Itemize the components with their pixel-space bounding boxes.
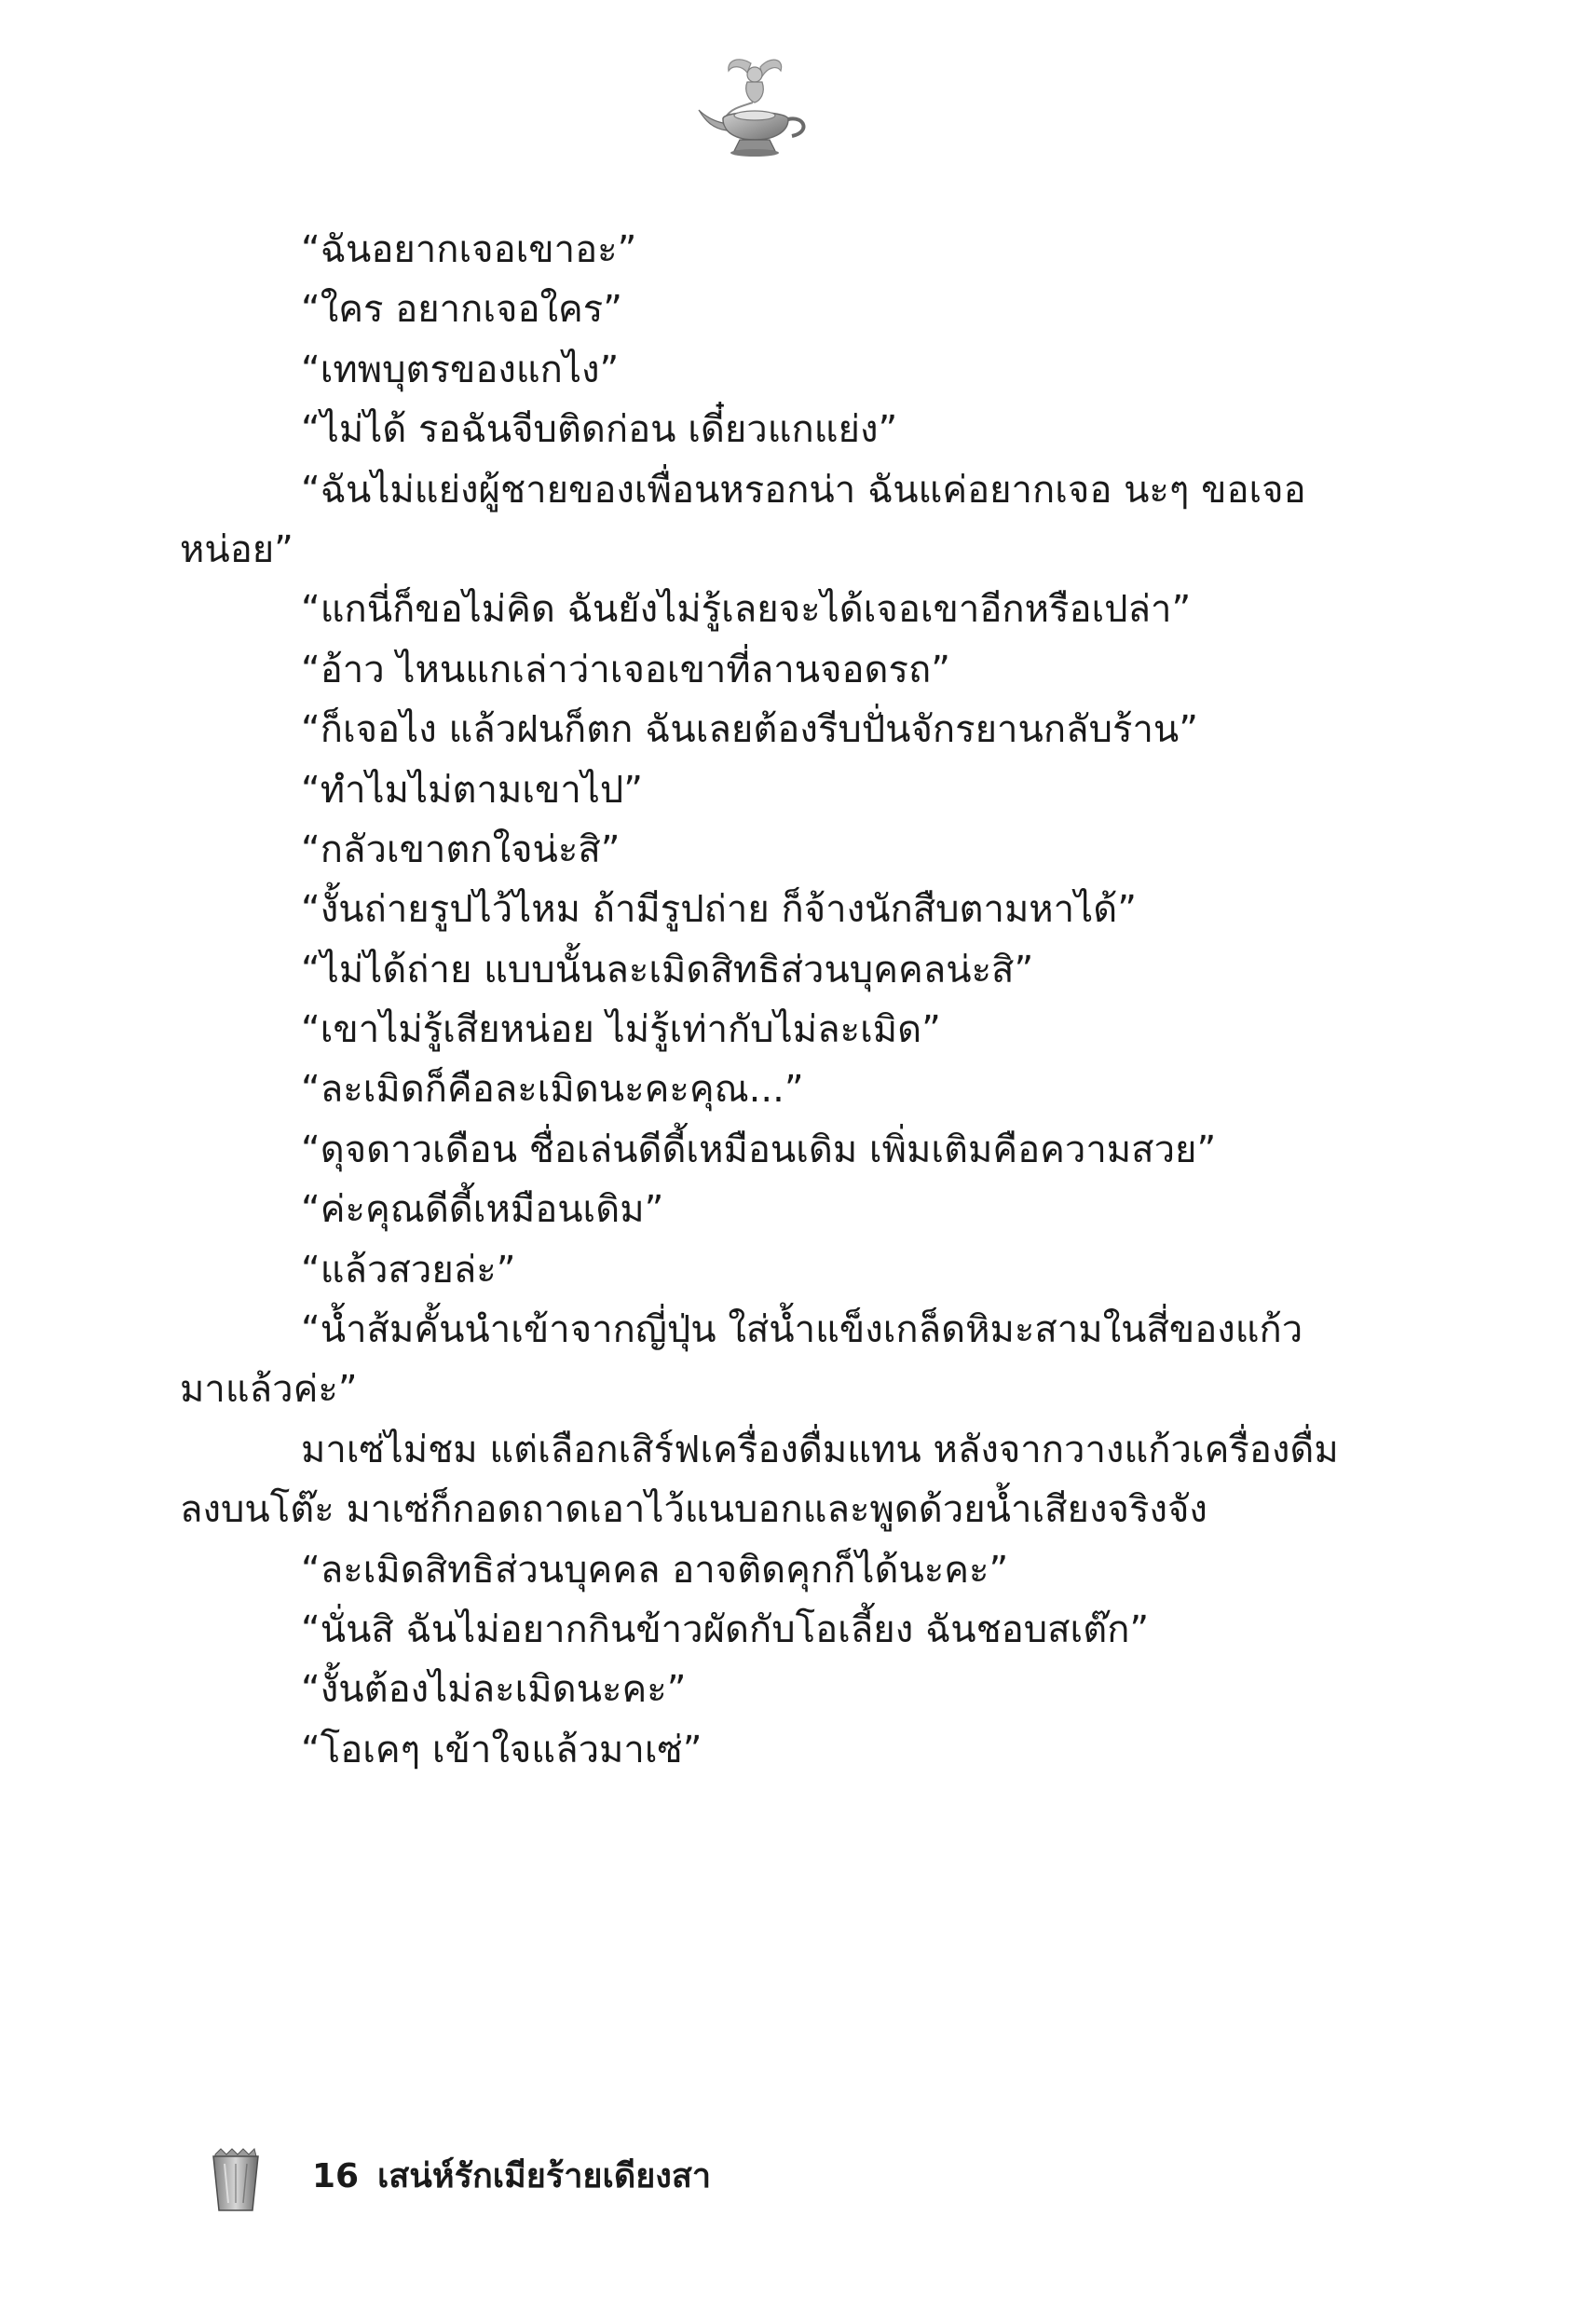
- text-line: “ค่ะคุณดีดี้เหมือนเดิม”: [301, 1188, 664, 1232]
- text-line: “ทำไมไม่ตามเขาไป”: [301, 768, 644, 812]
- trash-bin-svg: [210, 2147, 262, 2214]
- text-line: “น้ำส้มคั้นนำเข้าจากญี่ปุ่น ใส่น้ำแข็งเกล็ดหิมะสามในสี่ของแก้ว: [301, 1308, 1303, 1352]
- text-line: “ดุจดาวเดือน ชื่อเล่นดีดี้เหมือนเดิม เพิ่มเติมคือความสวย”: [301, 1128, 1217, 1171]
- book-title: เสน่ห์รักเมียร้ายเดียงสา: [377, 2157, 712, 2195]
- text-line: หน่อย”: [180, 527, 293, 571]
- text-line: “งั้นต้องไม่ละเมิดนะคะ”: [301, 1668, 687, 1712]
- genie-lamp-icon: [695, 54, 816, 166]
- page-footer: [210, 2143, 1048, 2208]
- text-line: “กลัวเขาตกใจน่ะสิ”: [301, 827, 621, 871]
- trash-bin-icon: [210, 2147, 262, 2214]
- text-line: “เขาไม่รู้เสียหน่อย ไม่รู้เท่ากับไม่ละเมิด”: [301, 1008, 941, 1052]
- text-line: “ใคร อยากเจอใคร”: [301, 288, 622, 332]
- text-line: “ก็เจอไง แล้วฝนก็ตก ฉันเลยต้องรีบปั่นจักรยานกลับร้าน”: [301, 708, 1198, 752]
- text-line: ลงบนโต๊ะ มาเซ่ก็กอดถาดเอาไว้แนบอกและพูดด้วยน้ำเสียงจริงจัง: [180, 1488, 1207, 1532]
- text-line: “ละเมิดสิทธิส่วนบุคคล อาจติดคุกก็ได้นะคะ”: [301, 1548, 1009, 1592]
- text-line: “อ้าว ไหนแกเล่าว่าเจอเขาที่ลานจอดรถ”: [301, 648, 950, 691]
- text-line: “นั่นสิ ฉันไม่อยากกินข้าวผัดกับโอเลี้ยง ฉันชอบสเต๊ก”: [301, 1607, 1150, 1651]
- text-line: “ไม่ได้ รอฉันจีบติดก่อน เดี๋ยวแกแย่ง”: [301, 408, 898, 452]
- text-line: “โอเคๆ เข้าใจแล้วมาเซ่”: [301, 1728, 703, 1771]
- text-line: “ละเมิดก็คือละเมิดนะคะคุณ...”: [301, 1068, 804, 1112]
- text-line: มาแล้วค่ะ”: [180, 1368, 358, 1412]
- text-line: “ไม่ได้ถ่าย แบบนั้นละเมิดสิทธิส่วนบุคคลน่ะสิ”: [301, 948, 1034, 991]
- text-line: “เทพบุตรของแกไง”: [301, 348, 620, 391]
- page-number: 16: [312, 2157, 360, 2195]
- text-line: “แล้วสวยล่ะ”: [301, 1248, 516, 1292]
- text-line: “ฉันไม่แย่งผู้ชายของเพื่อนหรอกน่า ฉันแค่อยากเจอ นะๆ ขอเจอ: [301, 468, 1306, 512]
- text-line: “แกนี่ก็ขอไม่คิด ฉันยังไม่รู้เลยจะได้เจอเขาอีกหรือเปล่า”: [301, 588, 1192, 632]
- text-line: มาเซ่ไม่ชม แต่เลือกเสิร์ฟเครื่องดื่มแทน หลังจากวางแก้วเครื่องดื่ม: [301, 1428, 1339, 1471]
- body-text: [180, 220, 1339, 1780]
- text-line: “ฉันอยากเจอเขาอะ”: [301, 228, 637, 271]
- genie-lamp-svg: [695, 54, 816, 166]
- text-line: “งั้นถ่ายรูปไว้ไหม ถ้ามีรูปถ่าย ก็จ้างนักสืบตามหาได้”: [301, 888, 1137, 932]
